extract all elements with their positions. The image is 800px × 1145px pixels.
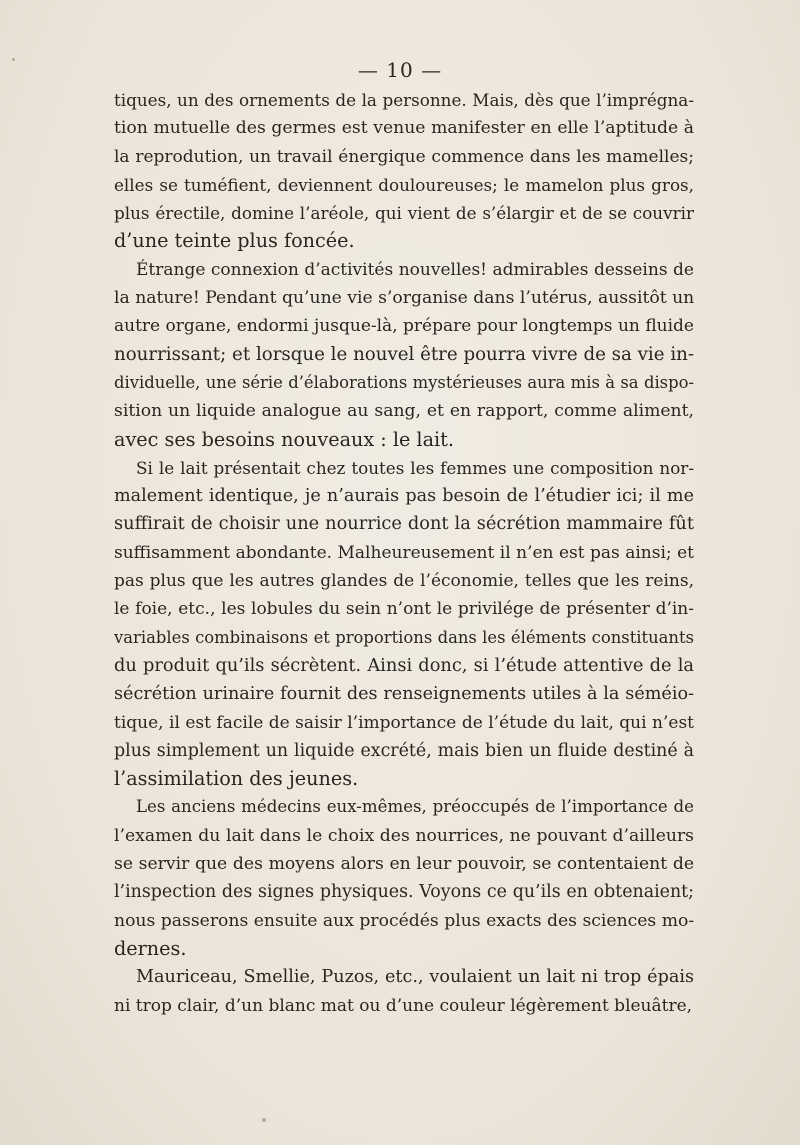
text-line: l’inspection des signes physiques. Voyons ce qu’ils en obtenaient; [114, 882, 694, 903]
text-line: d’une teinte plus foncée. [114, 229, 355, 253]
text-line: elles se tuméfient, deviennent douloureuses; le mamelon plus gros, [114, 174, 694, 195]
text-line: tiques, un des ornements de la personne. Mais, dès que l’imprégna- [114, 90, 694, 110]
body-text [114, 86, 694, 1020]
text-line: avec ses besoins nouveaux : le lait. [114, 427, 454, 451]
text-line: sécrétion urinaire fournit des renseignements utiles à la séméio- [114, 684, 694, 705]
ink-speck [12, 58, 15, 61]
text-line: suffisamment abondante. Malheureusement il n’en est pas ainsi; et [114, 542, 694, 563]
text-line: nous passerons ensuite aux procédés plus exacts des sciences mo- [114, 910, 694, 931]
text-line: du produit qu’ils sécrètent. Ainsi donc, si l’étude attentive de la [114, 654, 694, 676]
text-line: Étrange connexion d’activités nouvelles! admirables desseins de [136, 259, 694, 280]
text-line: ni trop clair, d’un blanc mat ou d’une couleur légèrement bleuâtre, [114, 995, 693, 1016]
text-line: tion mutuelle des germes est venue manifester en elle l’aptitude à [114, 118, 694, 139]
text-line: dividuelle, une série d’élaborations mystérieuses aura mis à sa dispo- [114, 372, 694, 392]
text-line: le foie, etc., les lobules du sein n’ont le privilége de présenter d’in- [114, 599, 694, 620]
text-line: plus simplement un liquide excrété, mais bien un fluide destiné à [114, 740, 694, 761]
text-line: variables combinaisons et proportions dans les éléments constituants [114, 627, 694, 647]
text-line: dernes. [114, 936, 187, 960]
text-line: la reprodution, un travail énergique commence dans les mamelles; [114, 146, 694, 167]
text-line: autre organe, endormi jusque-là, prépare pour longtemps un fluide [114, 316, 694, 337]
text-line: se servir que des moyens alors en leur pouvoir, se contentaient de [114, 854, 694, 875]
text-line: nourrissant; et lorsque le nouvel être pourra vivre de sa vie in- [114, 343, 694, 365]
text-line: plus érectile, domine l’aréole, qui vient de s’élargir et de se couvrir [114, 203, 694, 224]
text-line: Mauriceau, Smellie, Puzos, etc., voulaient un lait ni trop épais [136, 967, 694, 988]
text-line: pas plus que les autres glandes de l’économie, telles que les reins, [114, 571, 694, 592]
ink-speck [262, 1118, 266, 1122]
text-line: la nature! Pendant qu’une vie s’organise dans l’utérus, aussitôt un [114, 288, 694, 309]
text-line: l’assimilation des jeunes. [114, 767, 359, 791]
text-line: sition un liquide analogue au sang, et en rapport, comme aliment, [114, 401, 694, 422]
text-line: Les anciens médecins eux-mêmes, préoccupés de l’importance de [136, 797, 694, 817]
text-line: tique, il est facile de saisir l’importance de l’étude du lait, qui n’est [114, 712, 694, 733]
text-line: suffirait de choisir une nourrice dont la sécrétion mammaire fût [114, 513, 694, 535]
page-number: — 10 — [357, 58, 443, 82]
text-line: malement identique, je n’aurais pas besoin de l’étudier ici; il me [114, 486, 694, 507]
text-line: l’examen du lait dans le choix des nourrices, ne pouvant d’ailleurs [114, 825, 694, 846]
text-line: Si le lait présentait chez toutes les femmes une composition nor- [136, 457, 694, 478]
